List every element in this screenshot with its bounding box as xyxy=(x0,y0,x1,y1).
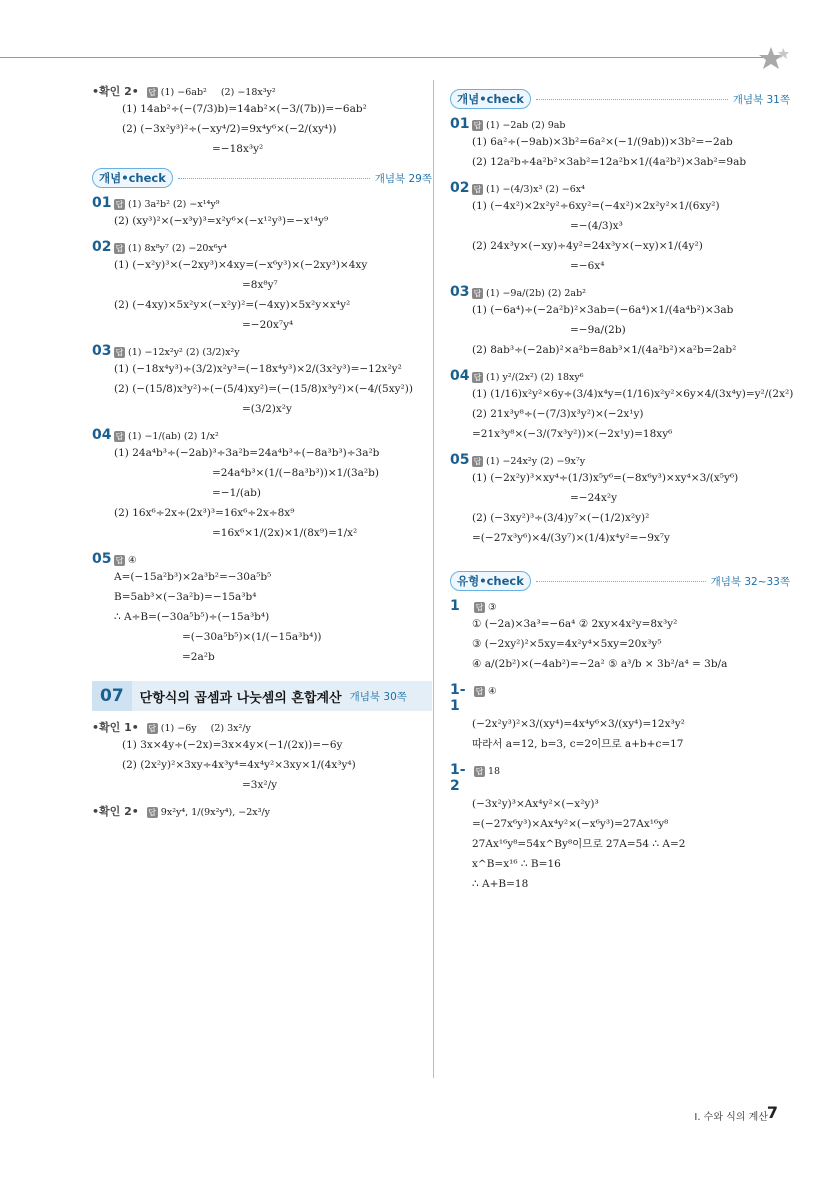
problem xyxy=(450,116,790,172)
solution-line: (2) 16x⁶÷2x÷(2x³)³=16x⁶÷2x÷8x⁹ xyxy=(114,507,295,519)
solution-line: (2) (−4xy)×5x²y×(−x²y)²=(−4xy)×5x²y×x⁴y² xyxy=(114,299,351,311)
solution-line: x^B=x¹⁶ ∴ B=16 xyxy=(472,858,561,870)
confirm-label: •확인 2• xyxy=(92,805,139,818)
answer-icon: 답 xyxy=(148,88,157,97)
solution-line: =−9a/(2b) xyxy=(570,324,626,336)
solution-line: (1) 3x×4y÷(−2x)=3x×4y×(−1/(2x))=−6y xyxy=(122,739,343,751)
solution-line: (−2x²y³)²×3/(xy⁴)=4x⁴y⁶×3/(xy⁴)=12x³y² xyxy=(472,718,685,730)
solution-line: (2) (−3xy²)³÷(3/4)y⁷×(−(1/2)x²y)² xyxy=(472,512,650,524)
page-reference: 개념북 31쪽 xyxy=(732,93,790,106)
solution-line: ④ a/(2b²)×(−4ab²)=−2a² ⑤ a³/b × 3b²/a⁴ = 3b/a xyxy=(472,658,728,670)
solution-line: =(−27x⁶y³)×Ax⁴y²×(−x⁶y³)=27Ax¹⁶y⁸ xyxy=(472,818,669,830)
solution-line: =21x³y⁸×(−3/(7x³y²))×(−2x¹y)=18xy⁶ xyxy=(472,428,673,440)
solution-line: (2) 8ab³÷(−2ab)²×a²b=8ab³×1/(4a²b²)×a²b=2ab² xyxy=(472,344,737,356)
solution-line: (1) (−2x²y)³×xy⁴÷(1/3)x⁵y⁶=(−8x⁶y³)×xy⁴×3/(x⁵y⁶) xyxy=(472,472,739,484)
problem xyxy=(450,452,790,548)
answer-icon: 답 xyxy=(115,200,124,209)
solution-line: (2) (xy³)²×(−x³y)³=x²y⁶×(−x¹²y³)=−x¹⁴y⁹ xyxy=(114,215,329,227)
page-reference: 개념북 29쪽 xyxy=(374,172,432,185)
solution-line: =16x⁶×1/(2x)×1/(8x⁹)=1/x² xyxy=(212,527,358,539)
solution-line: (1) 14ab²÷(−(7/3)b)=14ab²×(−3/(7b))=−6ab² xyxy=(122,103,367,115)
answer-text: (1) −6y xyxy=(160,723,197,734)
solution-line: 따라서 a=12, b=3, c=2이므로 a+b+c=17 xyxy=(472,738,684,750)
solution-line: A=(−15a²b³)×2a³b²=−30a⁵b⁵ xyxy=(114,571,272,583)
solution-line: =(−30a⁵b⁵)×(1/(−15a³b⁴)) xyxy=(182,631,322,643)
answer-icon: 답 xyxy=(475,603,484,612)
solution-line: ① (−2a)×3a³=−6a⁴ ② 2xy×4x²y=8x³y² xyxy=(472,618,678,630)
problem-number: 1-1 xyxy=(450,682,466,714)
problem xyxy=(92,195,432,231)
problem xyxy=(92,427,432,543)
answer-text: ④ xyxy=(488,686,497,697)
problem-number: 05 xyxy=(92,551,112,567)
confirm-label: •확인 1• xyxy=(92,721,139,734)
solution-line: =3x²/y xyxy=(242,779,278,791)
answer-icon: 답 xyxy=(115,244,124,253)
answer-icon: 답 xyxy=(475,687,484,696)
problem xyxy=(92,551,432,667)
answer-icon: 답 xyxy=(115,556,124,565)
page-reference: 개념북 30쪽 xyxy=(349,690,407,703)
problem-number: 04 xyxy=(450,368,470,384)
answer-text: (1) y²/(2x²) (2) 18xy⁶ xyxy=(486,372,584,383)
answer-text: ③ xyxy=(488,602,497,613)
problem xyxy=(450,368,794,444)
problem xyxy=(450,180,790,276)
footer-chapter: Ⅰ. 수와 식의 계산 xyxy=(694,1112,768,1123)
column-divider xyxy=(433,80,434,1078)
answer-icon: 답 xyxy=(473,121,482,130)
answer-text: ④ xyxy=(128,555,137,566)
page-reference: 개념북 32~33쪽 xyxy=(710,575,790,588)
problem-number: 03 xyxy=(450,284,470,300)
type-problem xyxy=(450,598,790,674)
answer-text: 18 xyxy=(488,766,501,777)
problem-number: 01 xyxy=(450,116,470,132)
confirm1 xyxy=(92,719,432,795)
solution-line: =(3/2)x²y xyxy=(242,403,292,415)
solution-line: (1) (1/16)x²y²×6y÷(3/4)x⁴y=(1/16)x²y²×6y×4/(3x⁴y)=y²/(2x²) xyxy=(472,388,794,400)
answer-icon: 답 xyxy=(475,767,484,776)
unit-header xyxy=(92,681,432,711)
answer-text: (1) 3a²b² (2) −x¹⁴y⁹ xyxy=(128,199,220,210)
solution-line: 27Ax¹⁶y⁸=54x^By⁸이므로 27A=54 ∴ A=2 xyxy=(472,838,686,850)
answer-text: (1) −24x²y (2) −9x⁷y xyxy=(486,456,586,467)
answer-text: (2) −18x³y² xyxy=(220,87,276,98)
solution-line: (2) 12a²b÷4a²b²×3ab²=12a²b×1/(4a²b²)×3ab²=9ab xyxy=(472,156,747,168)
solution-line: =2a²b xyxy=(182,651,215,663)
confirm-label: •확인 2• xyxy=(92,85,139,98)
answer-icon: 답 xyxy=(473,289,482,298)
unit-number: 07 xyxy=(92,681,132,711)
solution-line: =−1/(ab) xyxy=(212,487,261,499)
star-icon xyxy=(757,44,791,74)
answer-text: (1) −6ab² xyxy=(160,87,207,98)
solution-line: (1) (−18x⁴y³)÷(3/2)x²y³=(−18x⁴y³)×2/(3x²y³)=−12x²y² xyxy=(114,363,402,375)
problem-number: 02 xyxy=(450,180,470,196)
solution-line: (1) 6a²÷(−9ab)×3b²=6a²×(−1/(9ab))×3b²=−2ab xyxy=(472,136,733,148)
answer-icon: 답 xyxy=(473,185,482,194)
solution-line: =−24x²y xyxy=(570,492,618,504)
answer-icon: 답 xyxy=(148,724,157,733)
solution-line: (2) (2x²y)²×3xy÷4x³y⁴=4x⁴y²×3xy×1/(4x³y⁴) xyxy=(122,759,356,771)
solution-line: (1) 24a⁴b³÷(−2ab)³÷3a²b=24a⁴b³÷(−8a³b³)÷3a²b xyxy=(114,447,380,459)
answer-text: (1) −1/(ab) (2) 1/x² xyxy=(128,431,219,442)
type-check-header xyxy=(450,570,790,592)
answer-icon: 답 xyxy=(148,808,157,817)
answer-text: (2) 3x²/y xyxy=(210,723,251,734)
type-problem xyxy=(450,682,790,754)
problem-number: 1-2 xyxy=(450,762,466,794)
unit-title: 단항식의 곱셈과 나눗셈의 혼합계산 xyxy=(139,690,342,706)
answer-text: (1) −(4/3)x³ (2) −6x⁴ xyxy=(486,184,585,195)
solution-line: (2) (−3x²y³)²÷(−xy⁴/2)=9x⁴y⁶×(−2/(xy⁴)) xyxy=(122,123,337,135)
answer-icon: 답 xyxy=(115,348,124,357)
page-number: 7 xyxy=(766,1103,778,1122)
answer-icon: 답 xyxy=(473,373,482,382)
concept-check-pill: 개념•check xyxy=(450,89,531,109)
problem-number: 05 xyxy=(450,452,470,468)
problem xyxy=(450,284,790,360)
solution-line: =(−27x³y⁶)×4/(3y⁷)×(1/4)x⁴y²=−9x⁷y xyxy=(472,532,670,544)
left-column xyxy=(92,80,432,827)
solution-line: ∴ A+B=18 xyxy=(472,878,529,890)
concept-check-header xyxy=(450,88,790,110)
solution-line: (1) (−4x²)×2x²y²÷6xy²=(−4x²)×2x²y²×1/(6xy²) xyxy=(472,200,720,212)
right-column xyxy=(450,80,794,902)
answer-text: (1) 8x⁸y⁷ (2) −20x⁶y⁴ xyxy=(128,243,227,254)
solution-line: (2) 24x³y×(−xy)÷4y²=24x³y×(−xy)×1/(4y²) xyxy=(472,240,703,252)
problem-number: 1 xyxy=(450,598,460,614)
solution-line: (1) (−x²y)³×(−2xy³)×4xy=(−x⁶y³)×(−2xy³)×4xy xyxy=(114,259,368,271)
dotted-leader xyxy=(536,581,706,582)
answer-text: (1) −2ab (2) 9ab xyxy=(486,120,566,131)
dotted-leader xyxy=(178,178,370,179)
solution-line: =24a⁴b³×(1/(−8a³b³))×1/(3a²b) xyxy=(212,467,379,479)
problem xyxy=(92,239,432,335)
answer-icon: 답 xyxy=(115,432,124,441)
confirm2-top xyxy=(92,83,432,159)
solution-line: B=5ab³×(−3a²b)=−15a³b⁴ xyxy=(114,591,257,603)
confirm2-bottom xyxy=(92,803,432,819)
solution-line: (2) (−(15/8)x³y²)÷(−(5/4)xy²)=(−(15/8)x³y²)×(−4/(5xy²)) xyxy=(114,383,413,395)
solution-line: (2) 21x³y⁸÷(−(7/3)x³y²)×(−2x¹y) xyxy=(472,408,644,420)
solution-line: =−20x⁷y⁴ xyxy=(242,319,294,331)
header-rule xyxy=(0,57,778,58)
solution-line: =−6x⁴ xyxy=(570,260,605,272)
solution-line: =8x⁸y⁷ xyxy=(242,279,278,291)
type-check-pill: 유형•check xyxy=(450,571,531,591)
problem-number: 04 xyxy=(92,427,112,443)
type-problem xyxy=(450,762,790,894)
answer-text: (1) −12x²y² (2) (3/2)x²y xyxy=(128,347,240,358)
problem-number: 03 xyxy=(92,343,112,359)
solution-line: ∴ A÷B=(−30a⁵b⁵)÷(−15a³b⁴) xyxy=(114,611,270,623)
answer-text: (1) −9a/(2b) (2) 2ab² xyxy=(486,288,586,299)
answer-text: 9x²y⁴, 1/(9x²y⁴), −2x³/y xyxy=(160,807,271,818)
problem xyxy=(92,343,432,419)
solution-line: =−(4/3)x³ xyxy=(570,220,623,232)
solution-line: =−18x³y² xyxy=(212,143,264,155)
solution-line: ③ (−2xy²)²×5xy=4x²y⁴×5xy=20x³y⁵ xyxy=(472,638,662,650)
concept-check-pill: 개념•check xyxy=(92,168,173,188)
concept-check-header xyxy=(92,167,432,189)
problem-number: 02 xyxy=(92,239,112,255)
solution-line: (1) (−6a⁴)÷(−2a²b)²×3ab=(−6a⁴)×1/(4a⁴b²)×3ab xyxy=(472,304,734,316)
answer-icon: 답 xyxy=(473,457,482,466)
problem-number: 01 xyxy=(92,195,112,211)
solution-line: (−3x²y)³×Ax⁴y²×(−x²y)³ xyxy=(472,798,599,810)
dotted-leader xyxy=(536,99,728,100)
